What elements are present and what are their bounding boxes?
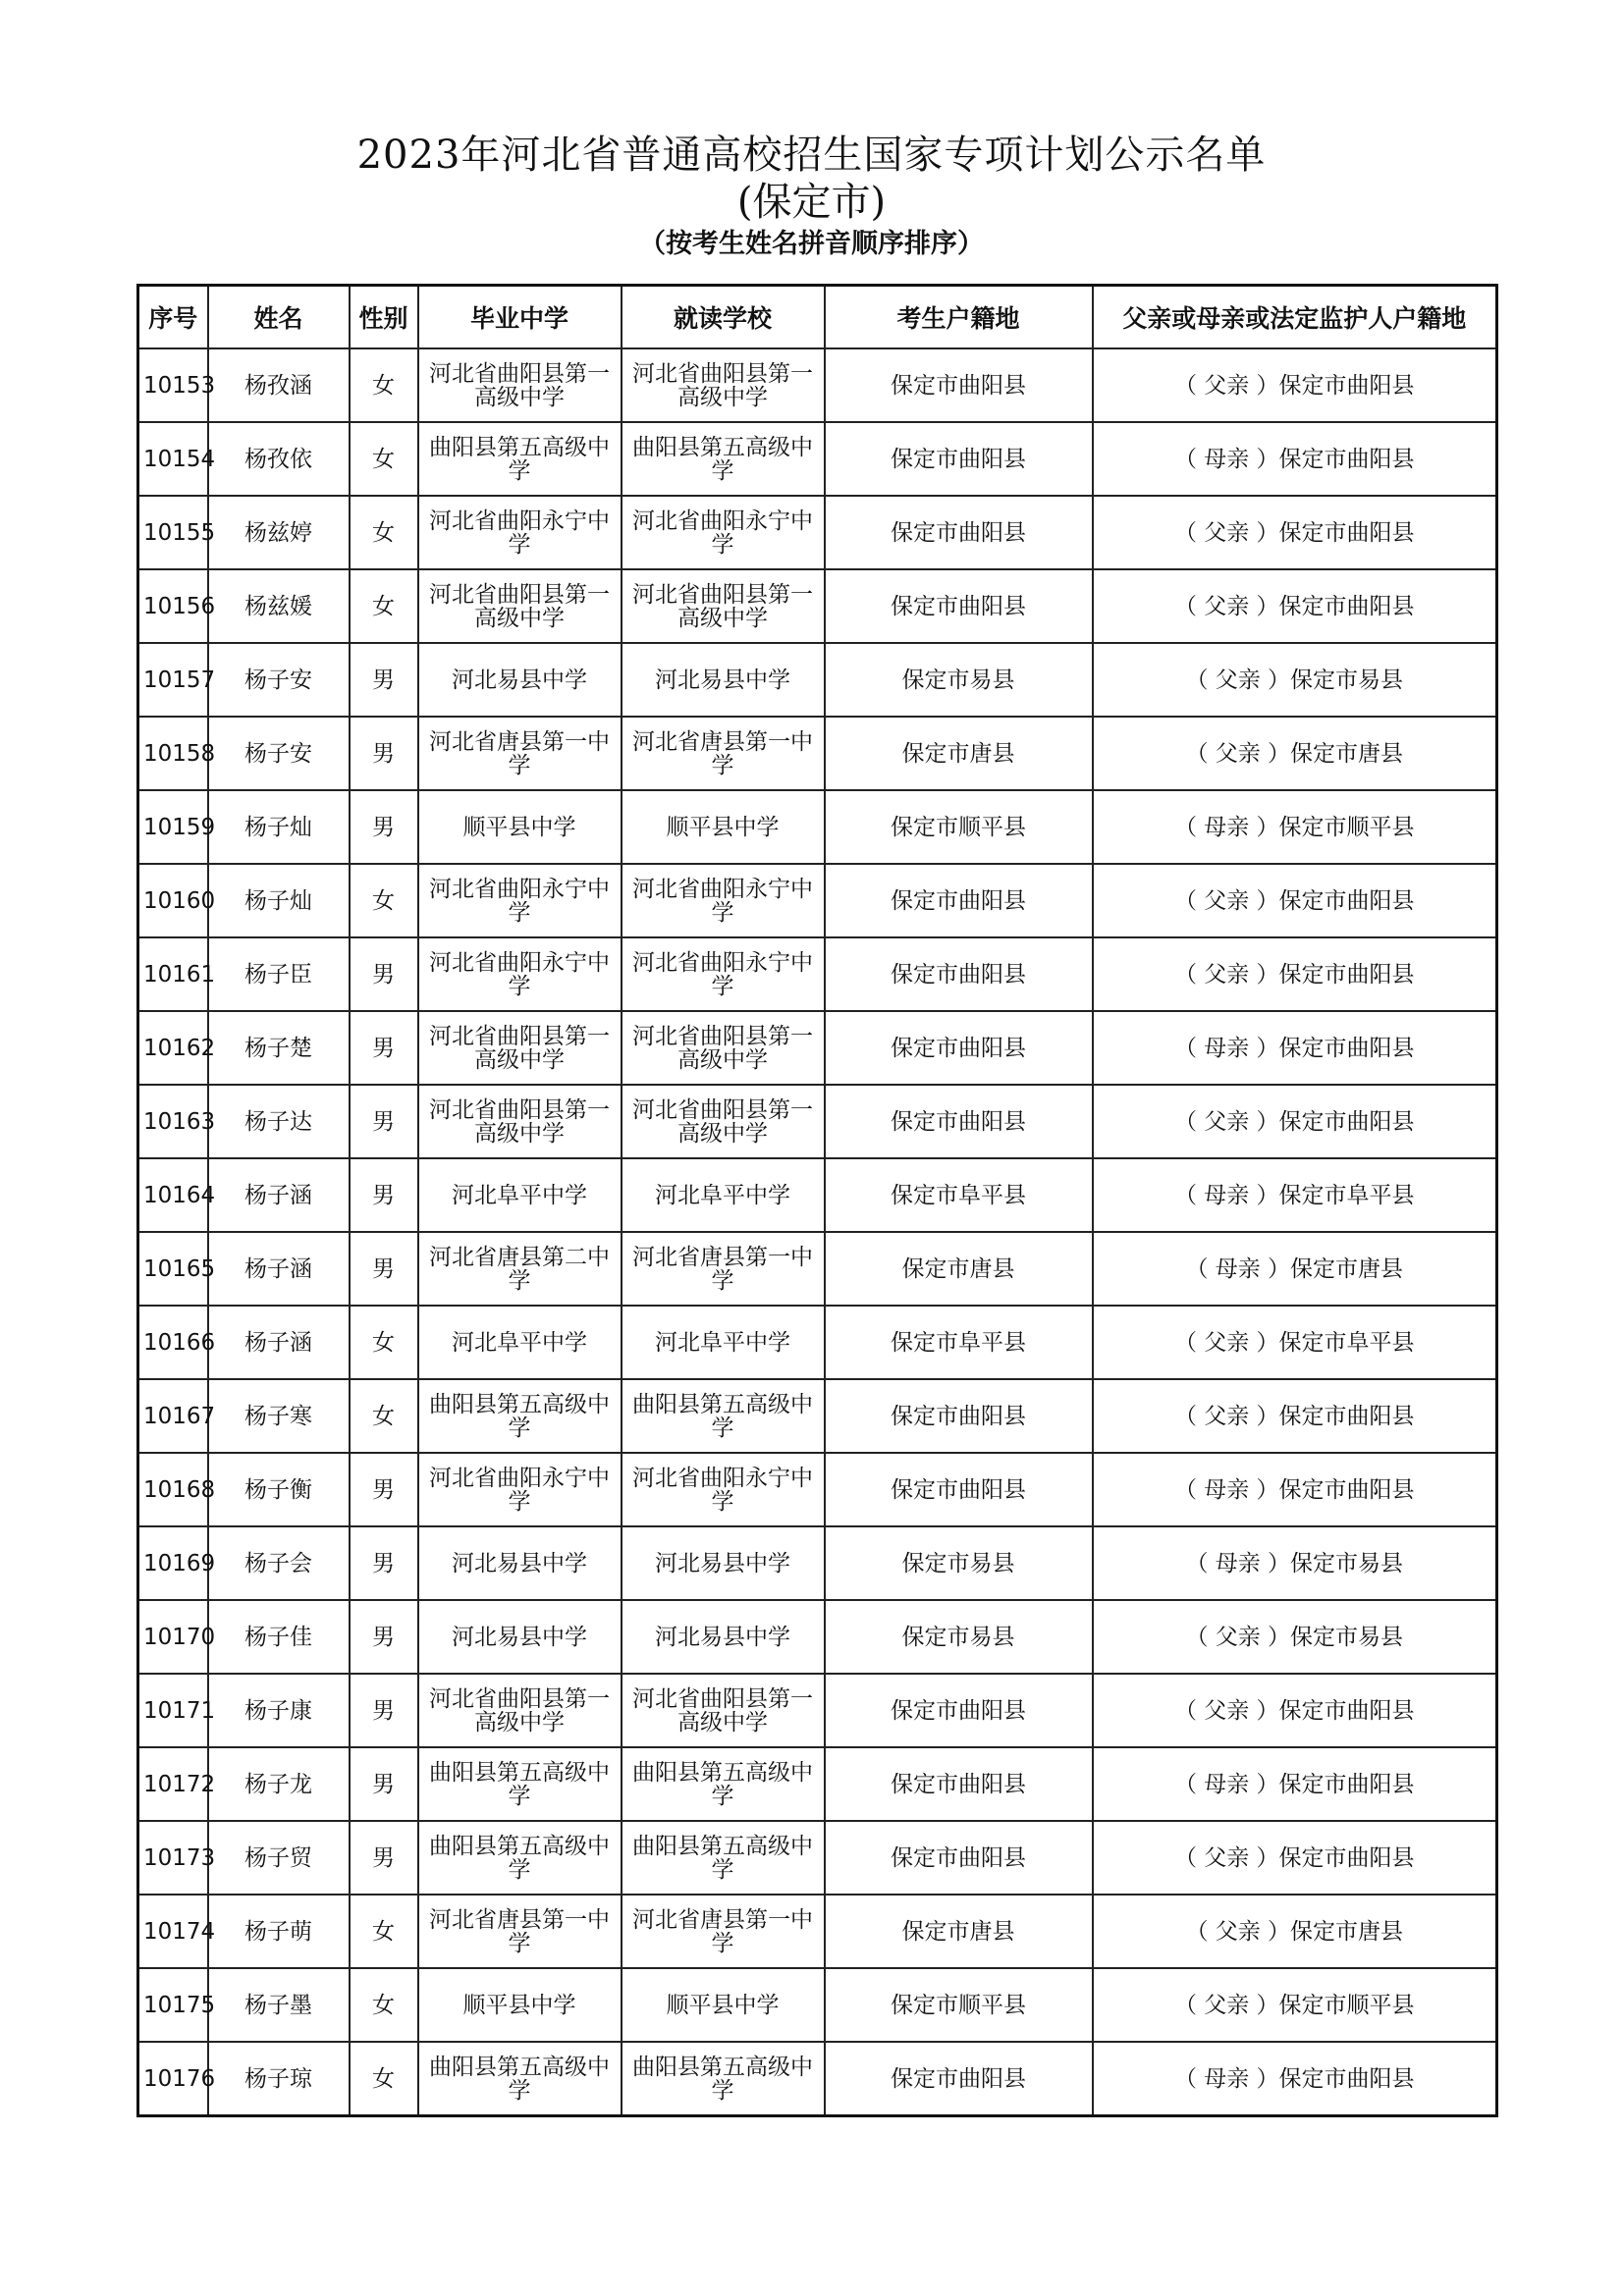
graduated-school-cell: 河北省唐县第二中学 xyxy=(418,1232,622,1306)
guardian-residence-cell: （ 父亲 ）保定市曲阳县 xyxy=(1093,569,1497,643)
name-cell: 杨孜依 xyxy=(208,422,350,496)
current-school-cell: 河北省唐县第一中学 xyxy=(622,1895,825,1968)
table-row xyxy=(138,1674,1497,1747)
student-residence-cell: 保定市曲阳县 xyxy=(825,1379,1093,1453)
table-row xyxy=(138,937,1497,1011)
header-current-school: 就读学校 xyxy=(622,286,825,349)
gender-cell: 男 xyxy=(350,1085,418,1158)
gender-cell: 男 xyxy=(350,1747,418,1821)
guardian-residence-cell: （ 母亲 ）保定市易县 xyxy=(1093,1526,1497,1600)
graduated-school-cell: 河北省曲阳永宁中学 xyxy=(418,1453,622,1526)
graduated-school-cell: 河北阜平中学 xyxy=(418,1158,622,1232)
student-residence-cell: 保定市唐县 xyxy=(825,717,1093,790)
name-cell: 杨子涵 xyxy=(208,1232,350,1306)
table-row xyxy=(138,348,1497,422)
student-residence-cell: 保定市曲阳县 xyxy=(825,864,1093,937)
student-residence-cell: 保定市曲阳县 xyxy=(825,1085,1093,1158)
gender-cell: 女 xyxy=(350,1379,418,1453)
current-school-cell: 河北易县中学 xyxy=(622,1526,825,1600)
gender-cell: 男 xyxy=(350,1600,418,1674)
current-school-cell: 河北易县中学 xyxy=(622,643,825,717)
gender-cell: 男 xyxy=(350,1526,418,1600)
guardian-residence-cell: （ 父亲 ）保定市曲阳县 xyxy=(1093,348,1497,422)
graduated-school-cell: 河北省曲阳县第一高级中学 xyxy=(418,569,622,643)
graduated-school-cell: 河北省曲阳县第一高级中学 xyxy=(418,348,622,422)
name-cell: 杨子康 xyxy=(208,1674,350,1747)
seq-cell: 10172 xyxy=(138,1747,208,1821)
gender-cell: 男 xyxy=(350,1453,418,1526)
seq-cell: 10175 xyxy=(138,1968,208,2042)
guardian-residence-cell: （ 母亲 ）保定市曲阳县 xyxy=(1093,1747,1497,1821)
current-school-cell: 河北省唐县第一中学 xyxy=(622,1232,825,1306)
student-residence-cell: 保定市易县 xyxy=(825,1526,1093,1600)
current-school-cell: 河北阜平中学 xyxy=(622,1158,825,1232)
gender-cell: 女 xyxy=(350,496,418,569)
student-residence-cell: 保定市曲阳县 xyxy=(825,569,1093,643)
current-school-cell: 河北易县中学 xyxy=(622,1600,825,1674)
table-row xyxy=(138,643,1497,717)
gender-cell: 女 xyxy=(350,1895,418,1968)
table-row xyxy=(138,1306,1497,1379)
graduated-school-cell: 河北省曲阳永宁中学 xyxy=(418,937,622,1011)
gender-cell: 男 xyxy=(350,1158,418,1232)
name-cell: 杨子寒 xyxy=(208,1379,350,1453)
student-residence-cell: 保定市曲阳县 xyxy=(825,1011,1093,1085)
guardian-residence-cell: （ 母亲 ）保定市曲阳县 xyxy=(1093,2042,1497,2116)
seq-cell: 10160 xyxy=(138,864,208,937)
guardian-residence-cell: （ 父亲 ）保定市曲阳县 xyxy=(1093,1821,1497,1895)
graduated-school-cell: 曲阳县第五高级中学 xyxy=(418,1747,622,1821)
gender-cell: 男 xyxy=(350,790,418,864)
seq-cell: 10162 xyxy=(138,1011,208,1085)
guardian-residence-cell: （ 父亲 ）保定市曲阳县 xyxy=(1093,496,1497,569)
name-cell: 杨子琼 xyxy=(208,2042,350,2116)
graduated-school-cell: 曲阳县第五高级中学 xyxy=(418,1379,622,1453)
name-cell: 杨子臣 xyxy=(208,937,350,1011)
name-cell: 杨孜涵 xyxy=(208,348,350,422)
name-cell: 杨子龙 xyxy=(208,1747,350,1821)
table-row xyxy=(138,1821,1497,1895)
gender-cell: 男 xyxy=(350,1011,418,1085)
graduated-school-cell: 河北易县中学 xyxy=(418,1526,622,1600)
student-residence-cell: 保定市曲阳县 xyxy=(825,422,1093,496)
seq-cell: 10155 xyxy=(138,496,208,569)
seq-cell: 10153 xyxy=(138,348,208,422)
gender-cell: 男 xyxy=(350,643,418,717)
table-row xyxy=(138,1968,1497,2042)
name-cell: 杨子达 xyxy=(208,1085,350,1158)
header-row xyxy=(138,286,1497,349)
graduated-school-cell: 曲阳县第五高级中学 xyxy=(418,1821,622,1895)
header-student-residence: 考生户籍地 xyxy=(825,286,1093,349)
graduated-school-cell: 河北省曲阳县第一高级中学 xyxy=(418,1011,622,1085)
guardian-residence-cell: （ 父亲 ）保定市唐县 xyxy=(1093,1895,1497,1968)
guardian-residence-cell: （ 父亲 ）保定市唐县 xyxy=(1093,717,1497,790)
name-cell: 杨子楚 xyxy=(208,1011,350,1085)
header-graduated-school: 毕业中学 xyxy=(418,286,622,349)
name-cell: 杨子萌 xyxy=(208,1895,350,1968)
gender-cell: 男 xyxy=(350,1674,418,1747)
name-cell: 杨子贸 xyxy=(208,1821,350,1895)
guardian-residence-cell: （ 父亲 ）保定市曲阳县 xyxy=(1093,1085,1497,1158)
student-residence-cell: 保定市阜平县 xyxy=(825,1158,1093,1232)
graduated-school-cell: 河北省唐县第一中学 xyxy=(418,1895,622,1968)
student-residence-cell: 保定市顺平县 xyxy=(825,790,1093,864)
student-residence-cell: 保定市曲阳县 xyxy=(825,2042,1093,2116)
seq-cell: 10156 xyxy=(138,569,208,643)
table-row xyxy=(138,1011,1497,1085)
name-cell: 杨子安 xyxy=(208,717,350,790)
guardian-residence-cell: （ 父亲 ）保定市易县 xyxy=(1093,643,1497,717)
table-row xyxy=(138,1085,1497,1158)
name-cell: 杨子安 xyxy=(208,643,350,717)
name-cell: 杨兹媛 xyxy=(208,569,350,643)
gender-cell: 女 xyxy=(350,864,418,937)
current-school-cell: 河北省曲阳永宁中学 xyxy=(622,496,825,569)
student-residence-cell: 保定市曲阳县 xyxy=(825,1747,1093,1821)
current-school-cell: 曲阳县第五高级中学 xyxy=(622,1379,825,1453)
seq-cell: 10165 xyxy=(138,1232,208,1306)
student-residence-cell: 保定市唐县 xyxy=(825,1895,1093,1968)
student-residence-cell: 保定市曲阳县 xyxy=(825,1674,1093,1747)
current-school-cell: 河北省曲阳县第一高级中学 xyxy=(622,569,825,643)
guardian-residence-cell: （ 父亲 ）保定市阜平县 xyxy=(1093,1306,1497,1379)
header-seq: 序号 xyxy=(138,286,208,349)
seq-cell: 10169 xyxy=(138,1526,208,1600)
seq-cell: 10157 xyxy=(138,643,208,717)
graduated-school-cell: 河北易县中学 xyxy=(418,643,622,717)
seq-cell: 10170 xyxy=(138,1600,208,1674)
graduated-school-cell: 河北省曲阳县第一高级中学 xyxy=(418,1674,622,1747)
guardian-residence-cell: （ 母亲 ）保定市顺平县 xyxy=(1093,790,1497,864)
roster-body xyxy=(138,348,1497,2116)
graduated-school-cell: 河北省曲阳永宁中学 xyxy=(418,496,622,569)
student-residence-cell: 保定市曲阳县 xyxy=(825,1453,1093,1526)
graduated-school-cell: 河北省曲阳永宁中学 xyxy=(418,864,622,937)
graduated-school-cell: 曲阳县第五高级中学 xyxy=(418,2042,622,2116)
guardian-residence-cell: （ 父亲 ）保定市易县 xyxy=(1093,1600,1497,1674)
seq-cell: 10163 xyxy=(138,1085,208,1158)
student-residence-cell: 保定市曲阳县 xyxy=(825,937,1093,1011)
name-cell: 杨子会 xyxy=(208,1526,350,1600)
guardian-residence-cell: （ 母亲 ）保定市曲阳县 xyxy=(1093,1011,1497,1085)
graduated-school-cell: 河北省曲阳县第一高级中学 xyxy=(418,1085,622,1158)
name-cell: 杨子衡 xyxy=(208,1453,350,1526)
guardian-residence-cell: （ 母亲 ）保定市阜平县 xyxy=(1093,1158,1497,1232)
gender-cell: 男 xyxy=(350,937,418,1011)
seq-cell: 10154 xyxy=(138,422,208,496)
student-residence-cell: 保定市易县 xyxy=(825,1600,1093,1674)
seq-cell: 10167 xyxy=(138,1379,208,1453)
current-school-cell: 曲阳县第五高级中学 xyxy=(622,422,825,496)
seq-cell: 10173 xyxy=(138,1821,208,1895)
current-school-cell: 顺平县中学 xyxy=(622,790,825,864)
seq-cell: 10166 xyxy=(138,1306,208,1379)
sort-note: （按考生姓名拼音顺序排序） xyxy=(639,229,984,259)
guardian-residence-cell: （ 母亲 ）保定市曲阳县 xyxy=(1093,1453,1497,1526)
name-cell: 杨子灿 xyxy=(208,790,350,864)
table-row xyxy=(138,717,1497,790)
header-gender: 性别 xyxy=(350,286,418,349)
name-cell: 杨子涵 xyxy=(208,1306,350,1379)
table-row xyxy=(138,1379,1497,1453)
header-guardian-residence: 父亲或母亲或法定监护人户籍地 xyxy=(1093,286,1497,349)
roster-table xyxy=(136,284,1498,2117)
guardian-residence-cell: （ 父亲 ）保定市曲阳县 xyxy=(1093,937,1497,1011)
student-residence-cell: 保定市顺平县 xyxy=(825,1968,1093,2042)
gender-cell: 男 xyxy=(350,1821,418,1895)
table-row xyxy=(138,1747,1497,1821)
student-residence-cell: 保定市曲阳县 xyxy=(825,496,1093,569)
table-row xyxy=(138,1895,1497,1968)
seq-cell: 10171 xyxy=(138,1674,208,1747)
current-school-cell: 河北省曲阳县第一高级中学 xyxy=(622,348,825,422)
current-school-cell: 河北省曲阳永宁中学 xyxy=(622,937,825,1011)
table-row xyxy=(138,790,1497,864)
gender-cell: 女 xyxy=(350,2042,418,2116)
current-school-cell: 曲阳县第五高级中学 xyxy=(622,1821,825,1895)
gender-cell: 男 xyxy=(350,717,418,790)
seq-cell: 10159 xyxy=(138,790,208,864)
current-school-cell: 河北省曲阳县第一高级中学 xyxy=(622,1674,825,1747)
seq-cell: 10174 xyxy=(138,1895,208,1968)
gender-cell: 女 xyxy=(350,569,418,643)
current-school-cell: 曲阳县第五高级中学 xyxy=(622,1747,825,1821)
gender-cell: 女 xyxy=(350,1968,418,2042)
current-school-cell: 河北省曲阳永宁中学 xyxy=(622,1453,825,1526)
table-row xyxy=(138,569,1497,643)
seq-cell: 10164 xyxy=(138,1158,208,1232)
current-school-cell: 曲阳县第五高级中学 xyxy=(622,2042,825,2116)
gender-cell: 女 xyxy=(350,1306,418,1379)
current-school-cell: 河北阜平中学 xyxy=(622,1306,825,1379)
guardian-residence-cell: （ 母亲 ）保定市唐县 xyxy=(1093,1232,1497,1306)
gender-cell: 女 xyxy=(350,348,418,422)
name-cell: 杨子佳 xyxy=(208,1600,350,1674)
seq-cell: 10176 xyxy=(138,2042,208,2116)
table-row xyxy=(138,1232,1497,1306)
graduated-school-cell: 河北易县中学 xyxy=(418,1600,622,1674)
header-name: 姓名 xyxy=(208,286,350,349)
name-cell: 杨子灿 xyxy=(208,864,350,937)
current-school-cell: 河北省曲阳永宁中学 xyxy=(622,864,825,937)
guardian-residence-cell: （ 父亲 ）保定市曲阳县 xyxy=(1093,1674,1497,1747)
student-residence-cell: 保定市曲阳县 xyxy=(825,1821,1093,1895)
student-residence-cell: 保定市易县 xyxy=(825,643,1093,717)
guardian-residence-cell: （ 父亲 ）保定市顺平县 xyxy=(1093,1968,1497,2042)
graduated-school-cell: 顺平县中学 xyxy=(418,790,622,864)
name-cell: 杨子涵 xyxy=(208,1158,350,1232)
table-row xyxy=(138,1526,1497,1600)
table-row xyxy=(138,422,1497,496)
table-row xyxy=(138,864,1497,937)
table-row xyxy=(138,2042,1497,2116)
student-residence-cell: 保定市唐县 xyxy=(825,1232,1093,1306)
guardian-residence-cell: （ 母亲 ）保定市曲阳县 xyxy=(1093,422,1497,496)
name-cell: 杨兹婷 xyxy=(208,496,350,569)
page-subtitle: (保定市) xyxy=(736,180,887,225)
gender-cell: 女 xyxy=(350,422,418,496)
current-school-cell: 顺平县中学 xyxy=(622,1968,825,2042)
name-cell: 杨子墨 xyxy=(208,1968,350,2042)
seq-cell: 10158 xyxy=(138,717,208,790)
table-row xyxy=(138,1600,1497,1674)
graduated-school-cell: 顺平县中学 xyxy=(418,1968,622,2042)
seq-cell: 10161 xyxy=(138,937,208,1011)
student-residence-cell: 保定市曲阳县 xyxy=(825,348,1093,422)
current-school-cell: 河北省曲阳县第一高级中学 xyxy=(622,1011,825,1085)
current-school-cell: 河北省唐县第一中学 xyxy=(622,717,825,790)
graduated-school-cell: 曲阳县第五高级中学 xyxy=(418,422,622,496)
table-row xyxy=(138,496,1497,569)
guardian-residence-cell: （ 父亲 ）保定市曲阳县 xyxy=(1093,1379,1497,1453)
table-row xyxy=(138,1158,1497,1232)
table-row xyxy=(138,1453,1497,1526)
page-title: 2023年河北省普通高校招生国家专项计划公示名单 xyxy=(356,133,1267,178)
student-residence-cell: 保定市阜平县 xyxy=(825,1306,1093,1379)
guardian-residence-cell: （ 父亲 ）保定市曲阳县 xyxy=(1093,864,1497,937)
seq-cell: 10168 xyxy=(138,1453,208,1526)
graduated-school-cell: 河北阜平中学 xyxy=(418,1306,622,1379)
current-school-cell: 河北省曲阳县第一高级中学 xyxy=(622,1085,825,1158)
gender-cell: 男 xyxy=(350,1232,418,1306)
graduated-school-cell: 河北省唐县第一中学 xyxy=(418,717,622,790)
